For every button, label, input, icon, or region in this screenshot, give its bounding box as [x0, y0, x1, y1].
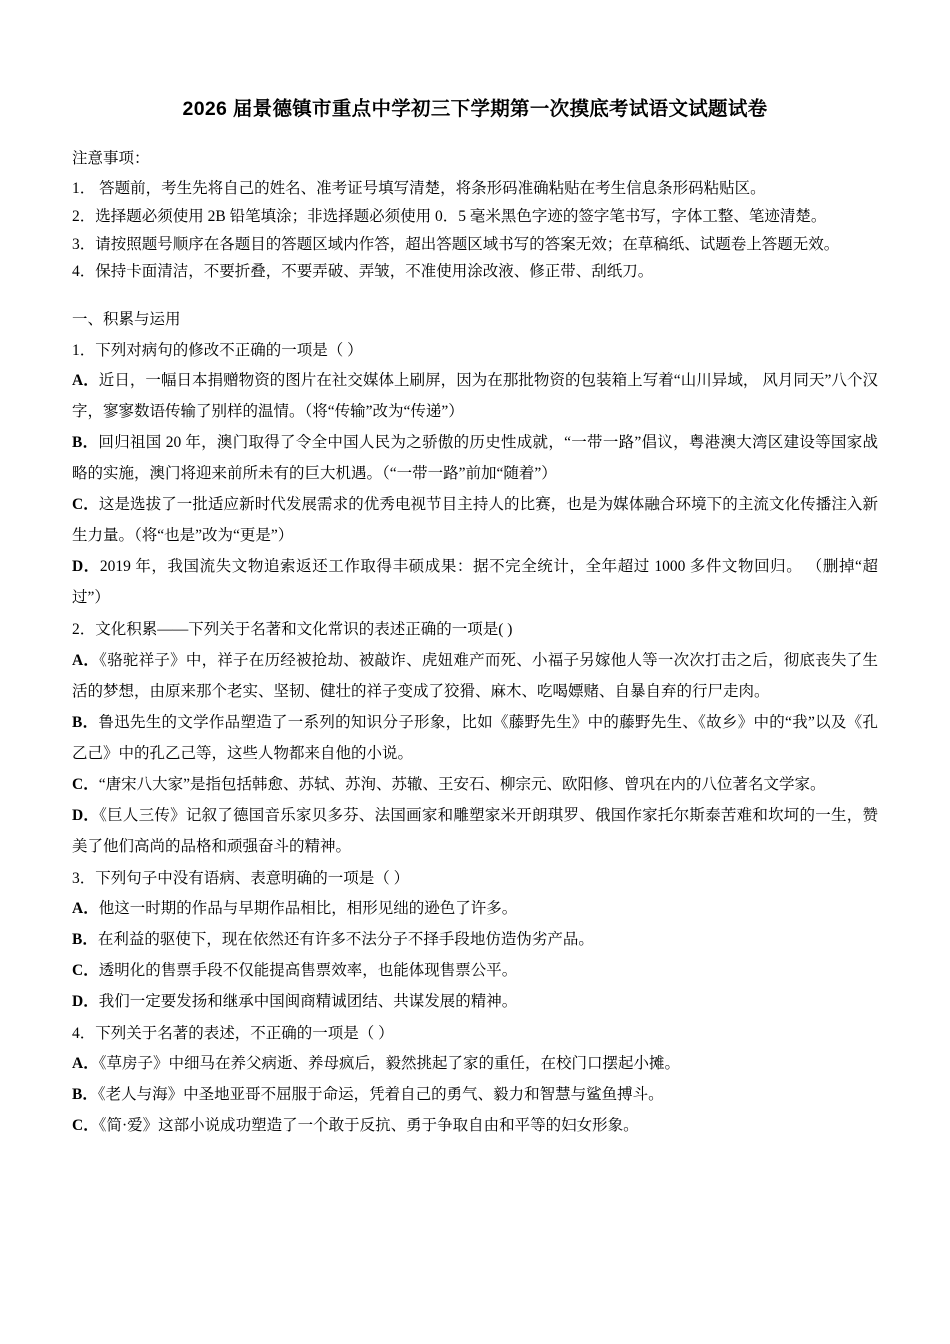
- option-a: [72, 1048, 878, 1079]
- option-label: C．: [72, 775, 99, 793]
- option-b: [72, 427, 878, 489]
- section-one: [72, 306, 878, 1142]
- option-label: C．: [72, 496, 99, 514]
- notice-item-4: 4．保持卡面清洁，不要折叠，不要弄破、弄皱，不准使用涂改液、修正带、刮纸刀。: [72, 263, 654, 281]
- option-b: [72, 1079, 878, 1110]
- option-text: 透明化的售票手段不仅能提高售票效率，也能体现售票公平。: [98, 961, 518, 979]
- option-b: [72, 707, 878, 769]
- question-stem: 2．文化积累——下列关于名著和文化常识的表述正确的一项是( ): [72, 621, 513, 639]
- notice-heading: 注意事项：: [72, 150, 150, 168]
- option-b: [72, 924, 878, 955]
- option-label: D．: [72, 558, 100, 576]
- option-d: [72, 800, 878, 862]
- notice-block: [72, 145, 878, 285]
- option-text: 鲁迅先生的文学作品塑造了一系列的知识分子形象，比如《藤野先生》中的藤野先生、《故乡》中的“我”以及《孔乙己》中的孔乙己等，这些人物都来自他的小说。: [72, 713, 878, 762]
- option-text: 在利益的驱使下，现在依然还有许多不法分子不择手段地仿造伪劣产品。: [97, 930, 594, 948]
- option-label: A．: [72, 1055, 99, 1073]
- option-label: D．: [72, 806, 100, 824]
- section-heading: 一、积累与运用: [72, 310, 181, 328]
- option-text: 回归祖国 20 年，澳门取得了令全中国人民为之骄傲的历史性成就，“一带一路”倡议，粤港澳大湾区建设等国家战略的实施，澳门将迎来前所未有的巨大机遇。（“一带一路”前加“随着”）: [72, 434, 878, 483]
- option-a: [72, 365, 878, 427]
- option-label: C．: [72, 1117, 99, 1135]
- notice-item-3: 3．请按照题号顺序在各题目的答题区域内作答，超出答题区域书写的答案无效；在草稿纸、试题卷上答题无效。: [72, 235, 840, 253]
- option-label: D．: [72, 992, 99, 1010]
- option-label: B．: [72, 434, 99, 452]
- option-text: 《简·爱》这部小说成功塑造了一个敢于反抗、勇于争取自由和平等的妇女形象。: [98, 1117, 639, 1135]
- option-label: B．: [72, 713, 99, 731]
- option-text: 这是选拔了一批适应新时代发展需求的优秀电视节目主持人的比赛，也是为媒体融合环境下的主流文化传播注入新生力量。（将“也是”改为“更是”）: [72, 496, 878, 545]
- question-stem: 1．下列对病句的修改不正确的一项是（ ）: [72, 341, 363, 359]
- option-text: 近日，一幅日本捐赠物资的图片在社交媒体上刷屏，因为在那批物资的包装箱上写着“山川异域， 风月同天”八个汉字，寥寥数语传输了别样的温情。（将“传输”改为“传递”）: [72, 372, 878, 421]
- option-text: 《骆驼祥子》中，祥子在历经被抢劫、被敲诈、虎妞难产而死、小福子另嫁他人等一次次打击之后，彻底丧失了生活的梦想，由原来那个老实、坚韧、健壮的祥子变成了狡猾、麻木、吃喝嫖赌、自暴自弃的行尸走肉。: [72, 651, 878, 700]
- option-a: [72, 893, 878, 924]
- question-stem: 3．下列句子中没有语病、表意明确的一项是（ ）: [72, 869, 410, 887]
- option-label: A．: [72, 372, 99, 390]
- option-label: A．: [72, 899, 99, 917]
- option-label: A．: [72, 651, 100, 669]
- question-stem: 4．下列关于名著的表述，不正确的一项是（ ）: [72, 1024, 394, 1042]
- option-label: C．: [72, 961, 99, 979]
- option-text: 《草房子》中细马在养父病逝、养母疯后，毅然挑起了家的重任，在校门口摆起小摊。: [98, 1055, 680, 1073]
- option-c: [72, 955, 878, 986]
- option-text: “唐宋八大家”是指包括韩愈、苏轼、苏洵、苏辙、王安石、柳宗元、欧阳修、曾巩在内的八位著名文学家。: [98, 775, 826, 793]
- option-label: B．: [72, 930, 98, 948]
- option-text: 《巨人三传》记叙了德国音乐家贝多芬、法国画家和雕塑家米开朗琪罗、俄国作家托尔斯泰苦难和坎坷的一生，赞美了他们高尚的品格和顽强奋斗的精神。: [72, 806, 878, 855]
- question-3: [72, 864, 878, 1017]
- option-text: 《老人与海》中圣地亚哥不屈服于命运，凭着自己的勇气、毅力和智慧与鲨鱼搏斗。: [97, 1086, 664, 1104]
- option-c: [72, 769, 878, 800]
- option-a: [72, 645, 878, 707]
- option-d: [72, 986, 878, 1017]
- option-c: [72, 1110, 878, 1141]
- question-2: [72, 615, 878, 861]
- option-text: 我们一定要发扬和继承中国闽商精诚团结、共谋发展的精神。: [98, 992, 518, 1010]
- option-d: [72, 551, 878, 613]
- page-title: 2026 届景德镇市重点中学初三下学期第一次摸底考试语文试题试卷: [182, 98, 768, 120]
- question-4: [72, 1019, 878, 1141]
- option-label: B．: [72, 1086, 98, 1104]
- option-c: [72, 489, 878, 551]
- notice-item-2: 2．选择题必须使用 2B 铅笔填涂；非选择题必须使用 0．5 毫米黑色字迹的签字笔书写，字体工整、笔迹清楚。: [72, 208, 827, 225]
- question-1: [72, 336, 878, 613]
- notice-item-1: 1． 答题前，考生先将自己的姓名、准考证号填写清楚，将条形码准确粘贴在考生信息条形码粘贴区。: [72, 180, 766, 198]
- option-text: 他这一时期的作品与早期作品相比，相形见绌的逊色了许多。: [98, 899, 518, 917]
- option-text: 2019 年，我国流失文物追索返还工作取得丰硕成果：据不完全统计，全年超过 1000 多件文物回归。 （删掉“超过”）: [72, 558, 878, 607]
